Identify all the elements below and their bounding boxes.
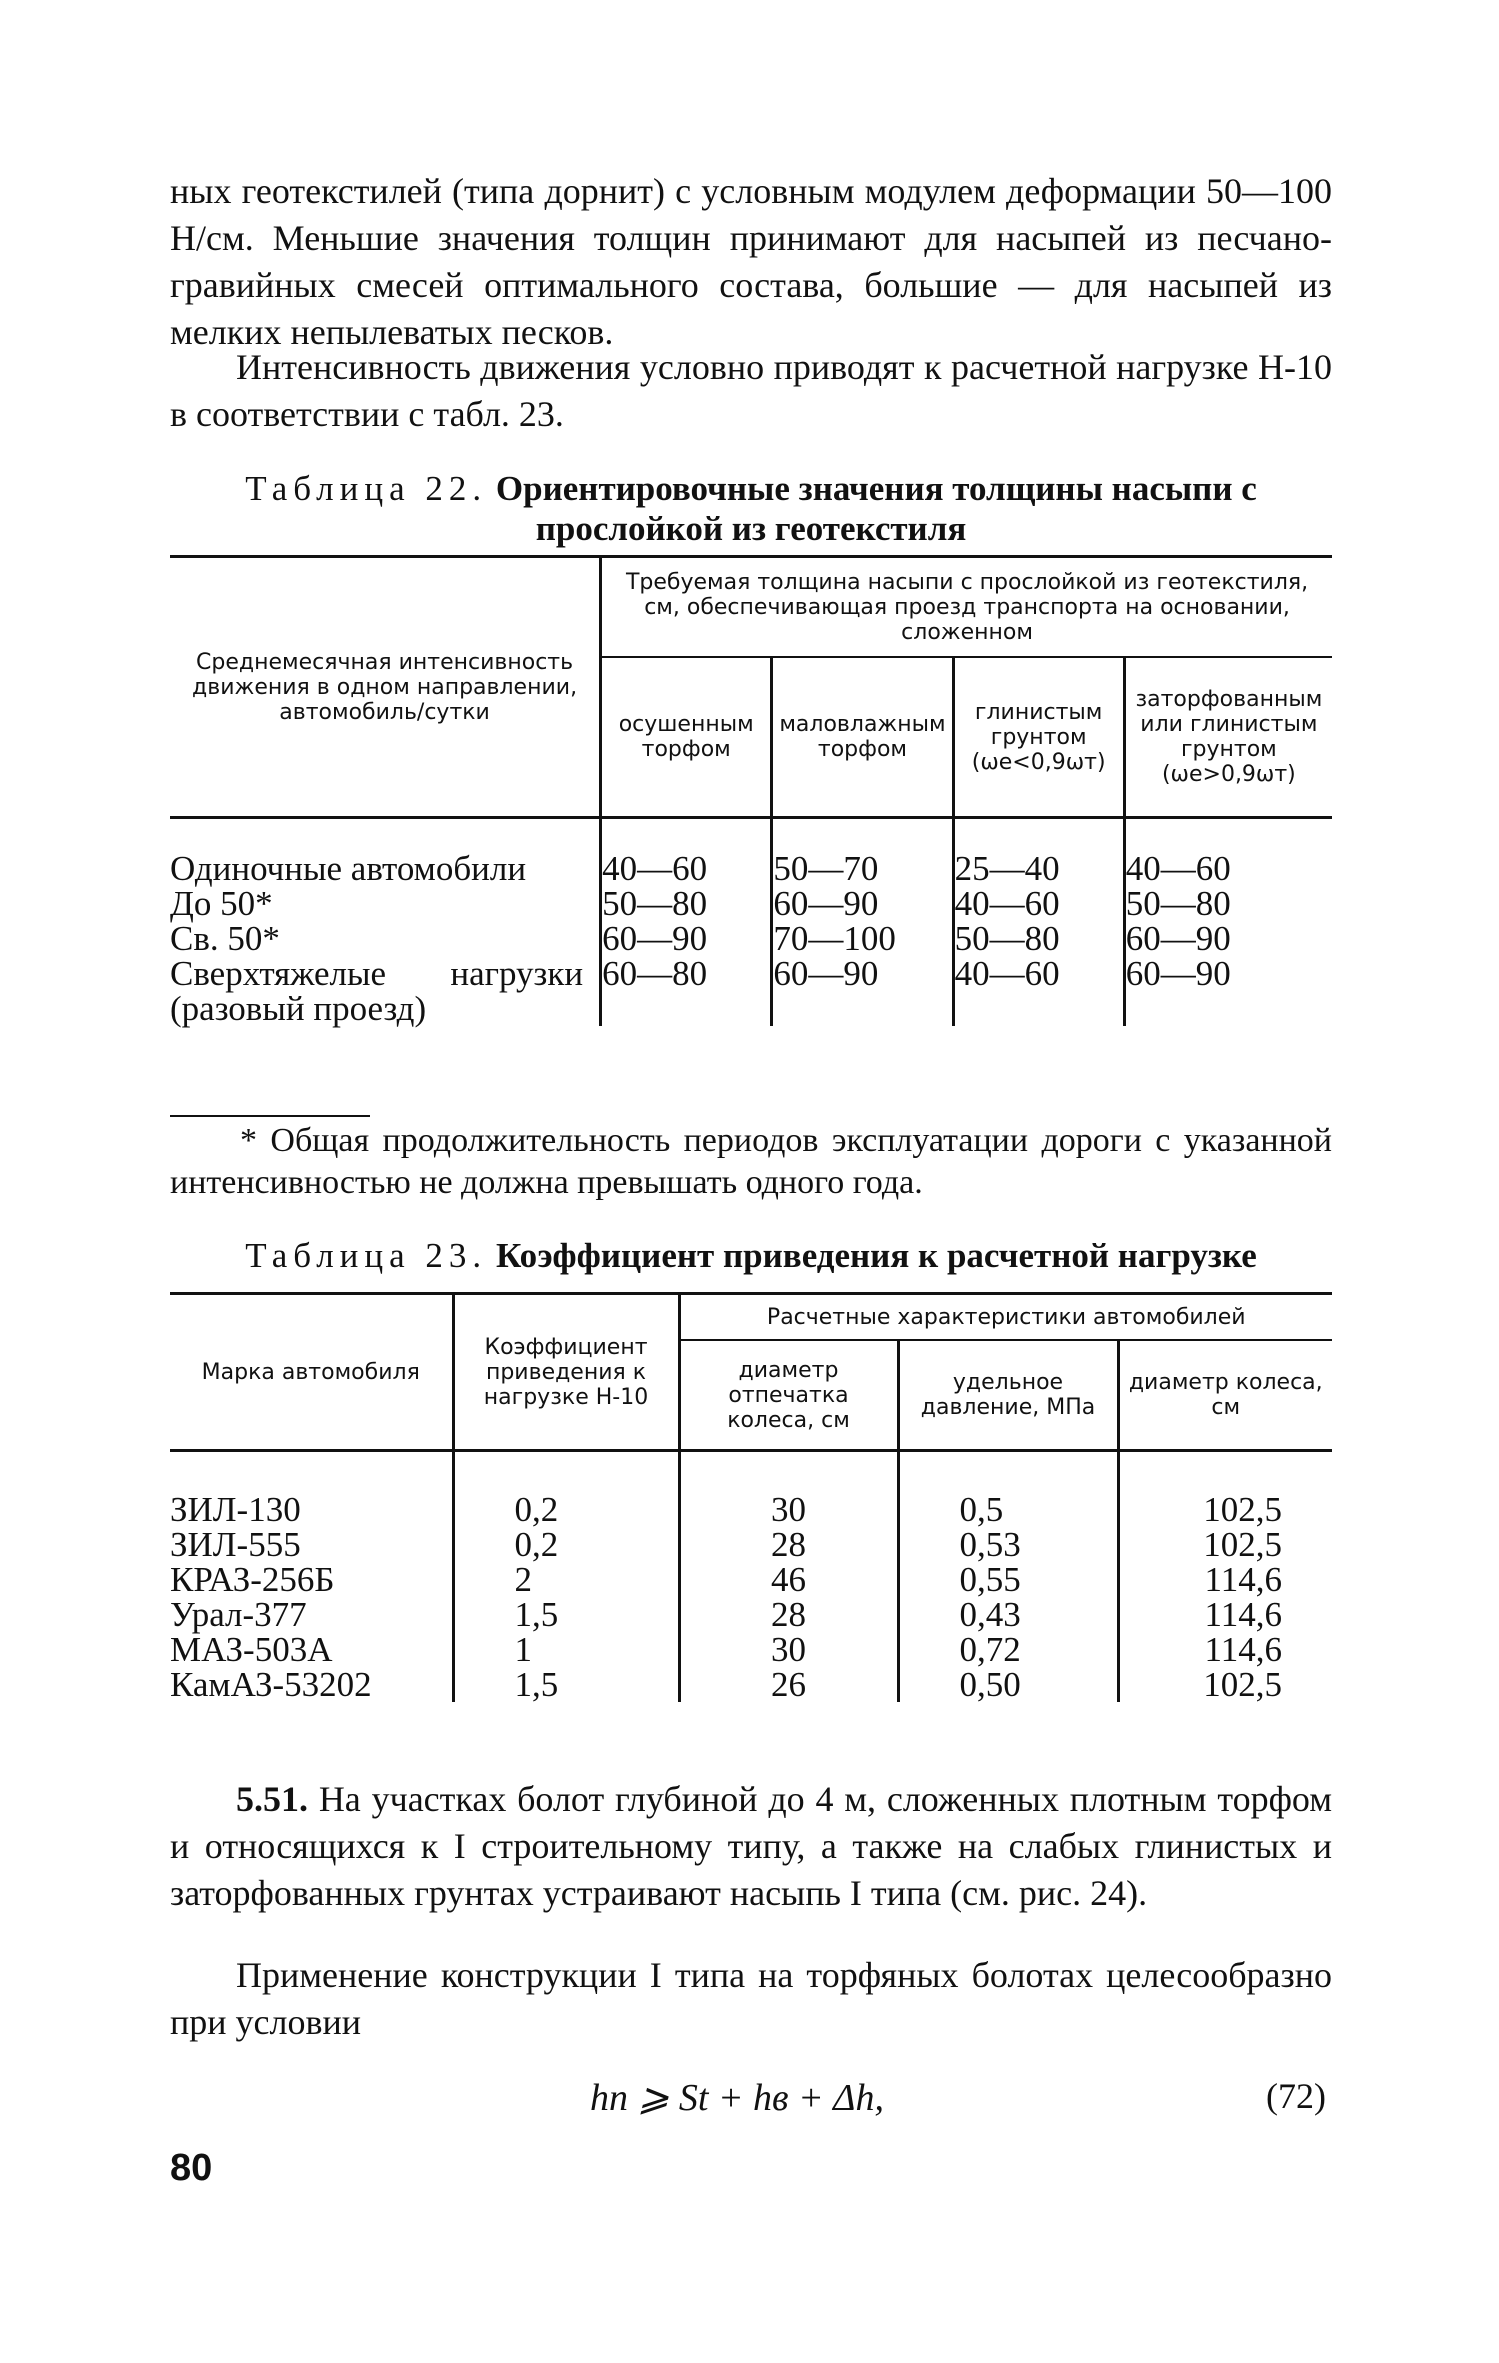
t22-cell: 40—60 bbox=[954, 884, 1060, 923]
t23-brand: ЗИЛ-130 bbox=[170, 1490, 301, 1529]
t23-col-coef: Коэффициент приведения к нагрузке Н-10 bbox=[453, 1294, 679, 1451]
t23-brand: КамАЗ-53202 bbox=[170, 1665, 372, 1704]
t22-cell: 25—40 bbox=[954, 849, 1060, 888]
t22-cell: 50—80 bbox=[1125, 884, 1231, 923]
t23-cell: 0,43 bbox=[959, 1595, 1021, 1634]
t23-cell: 30 bbox=[771, 1630, 806, 1669]
t23-wheel-diameters bbox=[1118, 1451, 1332, 1703]
t23-col-print-diameter: диаметр отпечатка колеса, см bbox=[679, 1340, 898, 1451]
t23-cell: 1,5 bbox=[514, 1595, 559, 1634]
table-22-title: Ориентировочные значения толщины насыпи с прослойкой из геотекстиля bbox=[495, 469, 1257, 548]
table-22-caption bbox=[170, 469, 1332, 549]
t22-cell: 70—100 bbox=[773, 919, 896, 958]
t22-cell: 50—70 bbox=[773, 849, 879, 888]
t23-pressures bbox=[898, 1451, 1118, 1703]
t23-col-pressure: удельное давление, МПа bbox=[898, 1340, 1118, 1451]
t22-row-single: Одиночные автомобили bbox=[170, 849, 527, 888]
t23-cell: 102,5 bbox=[1203, 1490, 1282, 1529]
t23-brand: Урал-377 bbox=[170, 1595, 307, 1634]
t22-row-upto50: До 50* bbox=[170, 884, 273, 923]
t22-col-dried-peat: осушенным торфом bbox=[601, 657, 772, 818]
t22-cell: 60—90 bbox=[773, 954, 879, 993]
t23-brand: МАЗ-503А bbox=[170, 1630, 333, 1669]
table-23-caption bbox=[170, 1236, 1332, 1276]
table-23-label: Таблица 23. bbox=[245, 1236, 488, 1275]
t22-cell: 40—60 bbox=[602, 849, 708, 888]
t23-cell: 1 bbox=[514, 1630, 532, 1669]
t22-row-labels bbox=[170, 818, 601, 1027]
t22-cell: 60—90 bbox=[602, 919, 708, 958]
t22-values-col3 bbox=[953, 818, 1124, 1027]
t22-values-col2 bbox=[772, 818, 953, 1027]
t23-brand: КРАЗ-256Б bbox=[170, 1560, 335, 1599]
t22-cell: 60—90 bbox=[773, 884, 879, 923]
t23-cell: 102,5 bbox=[1203, 1665, 1282, 1704]
t23-cell: 46 bbox=[771, 1560, 806, 1599]
table-22 bbox=[170, 555, 1332, 1026]
formula: hп ⩾ St + hв + Δh, bbox=[590, 2077, 884, 2119]
t23-cell: 114,6 bbox=[1204, 1630, 1282, 1669]
t22-row-over50: Св. 50* bbox=[170, 919, 280, 958]
t22-col-low-moisture-peat: маловлажным торфом bbox=[772, 657, 953, 818]
t23-cell: 0,72 bbox=[959, 1630, 1021, 1669]
t23-print-diameters bbox=[679, 1451, 898, 1703]
t22-row-header: Среднемесячная интенсивность движения в одном направлении, автомобиль/сутки bbox=[170, 557, 601, 818]
t23-col-wheel-diameter: диаметр колеса, см bbox=[1118, 1340, 1332, 1451]
page-number: 80 bbox=[170, 2147, 213, 2189]
table-23 bbox=[170, 1292, 1332, 1702]
t23-cell: 0,5 bbox=[959, 1490, 1004, 1529]
t22-group-header: Требуемая толщина насыпи с прослойкой из геотекстиля, см, обеспечивающая проезд транспорта на основании, сложенном bbox=[601, 557, 1332, 658]
t22-cell: 50—80 bbox=[954, 919, 1060, 958]
table-22-label: Таблица 22. bbox=[245, 469, 488, 508]
t22-cell: 40—60 bbox=[1125, 849, 1231, 888]
paragraph-4: Применение конструкции I типа на торфяных болотах целесообразно при условии bbox=[170, 1955, 1332, 2042]
t22-values-col1 bbox=[601, 818, 772, 1027]
t22-row-heavy-note: (разовый проезд) bbox=[170, 989, 427, 1028]
t23-cell: 26 bbox=[771, 1665, 806, 1704]
t23-cell: 0,55 bbox=[959, 1560, 1021, 1599]
t23-cell: 2 bbox=[514, 1560, 532, 1599]
paragraph-1: ных геотекстилей (типа дорнит) с условным модулем деформации 50—100 Н/см. Меньшие значения толщин принимают для насыпей из песчано-гравийных смесей оптимального состава, большие — для насыпей из мелких непылеватых песков. bbox=[170, 171, 1332, 352]
table-23-title: Коэффициент приведения к расчетной нагрузке bbox=[495, 1236, 1257, 1275]
t23-brands bbox=[170, 1451, 453, 1703]
t23-cell: 0,2 bbox=[514, 1490, 559, 1529]
t23-cell: 102,5 bbox=[1203, 1525, 1282, 1564]
formula-number: (72) bbox=[1266, 2076, 1326, 2116]
t23-cell: 28 bbox=[771, 1525, 806, 1564]
paragraph-2: Интенсивность движения условно приводят к расчетной нагрузке Н-10 в соответствии с табл. 23. bbox=[170, 347, 1332, 434]
t22-cell: 40—60 bbox=[954, 954, 1060, 993]
footnote-rule bbox=[170, 1115, 370, 1117]
t22-col-clay-soil-label: глинистым грунтом bbox=[974, 699, 1103, 750]
t22-col-peaty-soil bbox=[1124, 657, 1332, 818]
t22-col-peaty-soil-cond: (ωe>0,9ωт) bbox=[1161, 762, 1296, 787]
t22-col-clay-soil bbox=[953, 657, 1124, 818]
t22-cell: 60—90 bbox=[1125, 954, 1231, 993]
t23-cell: 0,50 bbox=[959, 1665, 1021, 1704]
t22-cell: 60—80 bbox=[602, 954, 708, 993]
t22-cell: 60—90 bbox=[1125, 919, 1231, 958]
t22-col-clay-soil-cond: (ωe<0,9ωт) bbox=[971, 749, 1106, 775]
t23-cell: 114,6 bbox=[1204, 1595, 1282, 1634]
t23-cell: 0,53 bbox=[959, 1525, 1021, 1564]
t23-cell: 0,2 bbox=[514, 1525, 559, 1564]
t23-cell: 28 bbox=[771, 1595, 806, 1634]
t23-cell: 30 bbox=[771, 1490, 806, 1529]
t23-col-brand: Марка автомобиля bbox=[170, 1294, 453, 1451]
t22-values-col4 bbox=[1124, 818, 1332, 1027]
t23-brand: ЗИЛ-555 bbox=[170, 1525, 301, 1564]
paragraph-3-text: На участках болот глубиной до 4 м, сложенных плотным торфом и относящихся к I строительному типу, а также на слабых глинистых и заторфованных грунтах устраивают насыпь I типа (см. рис. 24). bbox=[170, 1779, 1332, 1913]
t22-row-heavy: Сверхтяжелые нагрузки bbox=[170, 954, 584, 993]
footnote: * Общая продолжительность периодов эксплуатации дороги с указанной интенсивностью не должна превышать одного года. bbox=[170, 1122, 1332, 1201]
paragraph-3 bbox=[170, 1776, 1332, 1917]
section-number: 5.51. bbox=[236, 1779, 308, 1819]
t23-cell: 114,6 bbox=[1204, 1560, 1282, 1599]
t22-col-peaty-soil-label: заторфованным или глинистым грунтом bbox=[1135, 687, 1323, 762]
t23-cell: 1,5 bbox=[514, 1665, 559, 1704]
t23-group-header: Расчетные характеристики автомобилей bbox=[679, 1294, 1332, 1341]
t22-cell: 50—80 bbox=[602, 884, 708, 923]
t23-coefs bbox=[453, 1451, 679, 1703]
